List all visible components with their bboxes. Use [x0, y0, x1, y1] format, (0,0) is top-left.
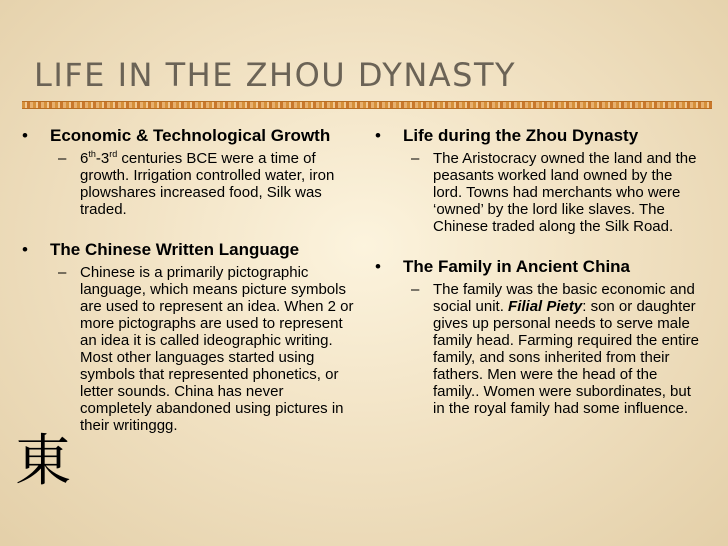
bullet-icon: • [22, 126, 28, 145]
section-heading [375, 126, 705, 146]
title-divider [22, 101, 712, 109]
section-language [22, 240, 357, 434]
subpoint [50, 264, 357, 434]
filial-piety-term: Filial Piety [508, 298, 583, 315]
subpoint [403, 150, 705, 235]
slide-title: LIFE IN THE ZHOU DYNASTY [34, 56, 517, 94]
family-text-b: : son or daughter gives up personal needs to serve male family head. Farming required the entire family, and sons inherited from their fathers. Men were the head of the family.. Women were subordinates, but in the royal family had some influence. [433, 298, 699, 417]
dash-icon: – [411, 281, 420, 298]
section-family [375, 257, 705, 417]
section-heading [375, 257, 705, 277]
heading-language: The Chinese Written Language [50, 240, 300, 259]
heading-family: The Family in Ancient China [403, 257, 631, 276]
section-life [375, 126, 705, 235]
ordinal-3: -3 [95, 150, 110, 167]
heading-economic: Economic & Technological Growth [50, 126, 331, 145]
family-text-a: The family was the basic economic and social unit. [433, 281, 695, 315]
right-column [375, 126, 705, 417]
subpoint [50, 150, 357, 218]
left-column [22, 126, 357, 434]
subpoint-family-text [433, 281, 705, 417]
subpoint [403, 281, 705, 417]
bullet-icon: • [22, 240, 28, 259]
section-heading [22, 240, 357, 260]
ordinal-6: 6 [80, 150, 89, 167]
bullet-icon: • [375, 257, 381, 276]
section-heading [22, 126, 357, 146]
dash-icon: – [58, 150, 67, 167]
bullet-icon: • [375, 126, 381, 145]
subpoint-language-text: Chinese is a primarily pictographic language, which means picture symbols are used to represent an idea. When 2 or more pictographs are used to represent an idea it is called ideographic writing. Most other languages started using symbols that represented phonetics, or letter sounds. China has never completely abandoned using pictures in their writinggg. [80, 264, 354, 434]
dash-icon: – [58, 264, 67, 281]
economic-rest: centuries BCE were a time of growth. Irrigation controlled water, iron plowshares increased food, Silk was traded. [80, 150, 335, 218]
chinese-character-dong-icon: 東 [15, 429, 71, 494]
dash-icon: – [411, 150, 420, 167]
subpoint-life-text: The Aristocracy owned the land and the peasants worked land owned by the lord. Towns had merchants who were ‘owned’ by the lord like slaves. The Chinese traded along the Silk Road. [433, 150, 697, 235]
superscript-th: th [88, 149, 96, 159]
superscript-rd: rd [109, 149, 118, 159]
section-economic [22, 126, 357, 218]
subpoint-economic-text [80, 150, 357, 218]
heading-life: Life during the Zhou Dynasty [403, 126, 639, 145]
